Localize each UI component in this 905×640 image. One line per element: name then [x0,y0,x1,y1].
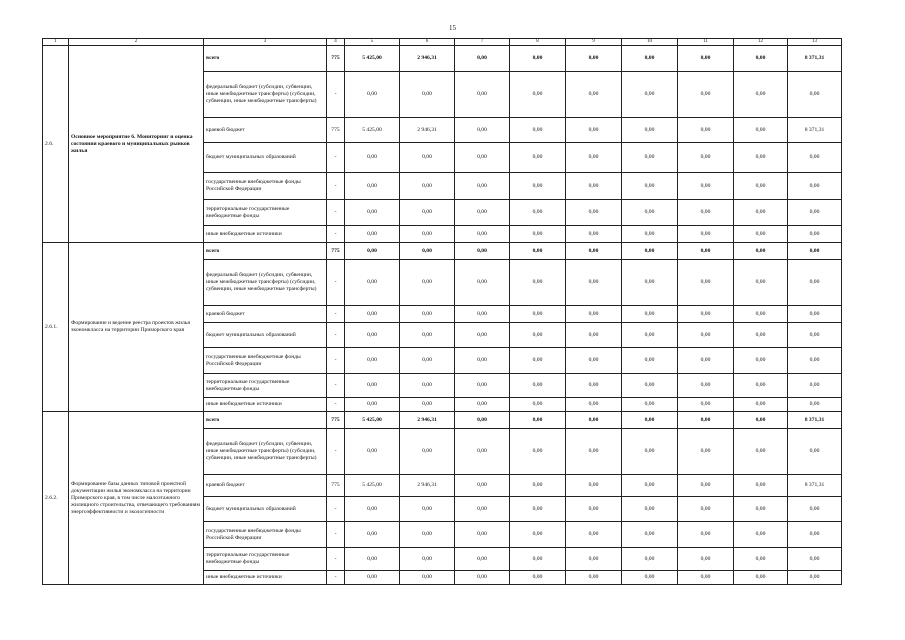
amount-cell: 0,00 [510,475,566,497]
budget-code: - [327,429,345,475]
budget-code: - [327,374,345,398]
column-number: 3 [204,39,327,46]
amount-cell: 0,00 [566,118,622,143]
amount-cell: 0,00 [345,226,400,243]
amount-cell: 2 946,31 [400,118,455,143]
budget-code: - [327,323,345,348]
funding-source: федеральный бюджет (субсидии, субвенции, иные межбюджетные трансферты) (субсидии, субвенции, иные межбюджетные трансферты) [204,429,327,475]
amount-cell: 0,00 [566,200,622,226]
amount-cell: 0,00 [734,46,788,72]
amount-cell: 0,00 [788,200,842,226]
column-number: 9 [566,39,622,46]
amount-cell: 0,00 [455,118,510,143]
budget-code: - [327,173,345,200]
amount-cell: 0,00 [455,412,510,429]
amount-cell: 0,00 [622,260,678,306]
amount-cell: 0,00 [678,306,734,323]
amount-cell: 0,00 [678,72,734,118]
amount-cell: 0,00 [622,143,678,173]
amount-cell: 0,00 [678,143,734,173]
amount-cell: 0,00 [566,173,622,200]
amount-cell: 0,00 [622,226,678,243]
budget-code: - [327,348,345,374]
amount-cell: 0,00 [566,348,622,374]
amount-cell: 0,00 [455,475,510,497]
funding-source: территориальные государственные внебюджетные фонды [204,548,327,571]
amount-cell: 0,00 [678,429,734,475]
amount-cell: 0,00 [566,323,622,348]
amount-cell: 0,00 [400,548,455,571]
amount-cell: 0,00 [455,72,510,118]
amount-cell: 0,00 [678,323,734,348]
amount-cell: 0,00 [566,522,622,548]
funding-source: краевой бюджет [204,475,327,497]
amount-cell: 0,00 [510,173,566,200]
amount-cell: 0,00 [400,571,455,585]
amount-cell: 0,00 [678,200,734,226]
amount-cell: 0,00 [622,348,678,374]
amount-cell: 0,00 [734,260,788,306]
amount-cell: 0,00 [566,429,622,475]
column-number: 7 [455,39,510,46]
amount-cell: 0,00 [566,306,622,323]
measure-name: Формирование и ведение реестра проектов жилья экономкласса на территории Приморского края [69,243,204,412]
amount-cell: 8 371,31 [788,46,842,72]
amount-cell: 0,00 [510,118,566,143]
amount-cell: 0,00 [510,72,566,118]
amount-cell: 0,00 [566,260,622,306]
amount-cell: 0,00 [622,46,678,72]
amount-cell: 0,00 [678,118,734,143]
amount-cell: 0,00 [788,522,842,548]
amount-cell: 0,00 [788,548,842,571]
amount-cell: 0,00 [345,571,400,585]
amount-cell: 0,00 [510,429,566,475]
amount-cell: 0,00 [455,429,510,475]
budget-code: - [327,548,345,571]
funding-source: иные внебюджетные источники [204,571,327,585]
amount-cell: 0,00 [510,398,566,412]
amount-cell: 0,00 [510,260,566,306]
amount-cell: 0,00 [566,571,622,585]
measure-name: Основное мероприятие 6. Мониторинг и оценка состояния краевого и муниципальных рынков жилья [69,46,204,243]
amount-cell: 0,00 [455,143,510,173]
amount-cell: 0,00 [622,548,678,571]
funding-source: государственные внебюджетные фонды Российской Федерации [204,522,327,548]
amount-cell: 2 946,31 [400,475,455,497]
budget-code: - [327,398,345,412]
amount-cell: 0,00 [734,398,788,412]
item-number: 2.6. [43,46,69,243]
amount-cell: 0,00 [400,200,455,226]
amount-cell: 0,00 [566,548,622,571]
amount-cell: 0,00 [345,260,400,306]
amount-cell: 0,00 [734,118,788,143]
funding-source: территориальные государственные внебюджетные фонды [204,374,327,398]
amount-cell: 0,00 [788,374,842,398]
amount-cell: 0,00 [455,374,510,398]
amount-cell: 0,00 [734,72,788,118]
amount-cell: 0,00 [788,348,842,374]
amount-cell: 0,00 [566,46,622,72]
amount-cell: 0,00 [566,374,622,398]
amount-cell: 0,00 [622,323,678,348]
funding-source: всего [204,412,327,429]
amount-cell: 5 425,00 [345,118,400,143]
amount-cell: 0,00 [400,398,455,412]
budget-code: 775 [327,46,345,72]
funding-source: бюджет муниципальных образований [204,143,327,173]
amount-cell: 0,00 [345,398,400,412]
amount-cell: 0,00 [678,522,734,548]
amount-cell: 0,00 [678,571,734,585]
amount-cell: 8 371,31 [788,412,842,429]
column-number: 2 [69,39,204,46]
amount-cell: 0,00 [510,323,566,348]
amount-cell: 0,00 [734,429,788,475]
amount-cell: 0,00 [510,143,566,173]
amount-cell: 2 946,31 [400,46,455,72]
amount-cell: 0,00 [400,72,455,118]
amount-cell: 0,00 [678,173,734,200]
amount-cell: 0,00 [345,323,400,348]
amount-cell: 5 425,00 [345,475,400,497]
amount-cell: 0,00 [788,260,842,306]
amount-cell: 5 425,00 [345,46,400,72]
budget-code: - [327,522,345,548]
amount-cell: 0,00 [566,226,622,243]
budget-code: 775 [327,475,345,497]
amount-cell: 0,00 [734,348,788,374]
amount-cell: 0,00 [788,226,842,243]
amount-cell: 0,00 [455,200,510,226]
amount-cell: 0,00 [455,398,510,412]
amount-cell: 0,00 [622,374,678,398]
budget-code: - [327,571,345,585]
amount-cell: 0,00 [345,548,400,571]
amount-cell: 0,00 [455,306,510,323]
amount-cell: 0,00 [455,548,510,571]
amount-cell: 0,00 [345,306,400,323]
amount-cell: 0,00 [345,348,400,374]
table-row [43,243,842,260]
amount-cell: 0,00 [788,143,842,173]
amount-cell: 0,00 [622,398,678,412]
amount-cell: 0,00 [788,243,842,260]
amount-cell: 0,00 [788,323,842,348]
amount-cell: 0,00 [455,243,510,260]
amount-cell: 0,00 [510,226,566,243]
funding-source: территориальные государственные внебюджетные фонды [204,200,327,226]
measure-name: Формирование базы данных типовой проектной документации жилья экономкласса на территории Приморского края, в том числе малоэтажного жилищного строительства, отвечающего требованиям энергоэффективности и экологичности [69,412,204,585]
amount-cell: 0,00 [400,306,455,323]
amount-cell: 0,00 [510,243,566,260]
column-number: 4 [327,39,345,46]
amount-cell: 0,00 [678,348,734,374]
amount-cell: 0,00 [622,306,678,323]
amount-cell: 0,00 [788,571,842,585]
amount-cell: 0,00 [734,571,788,585]
amount-cell: 0,00 [734,475,788,497]
amount-cell: 0,00 [510,571,566,585]
amount-cell: 0,00 [678,475,734,497]
amount-cell: 0,00 [678,412,734,429]
amount-cell: 0,00 [622,429,678,475]
column-number: 12 [734,39,788,46]
budget-code: - [327,72,345,118]
amount-cell: 0,00 [566,243,622,260]
amount-cell: 0,00 [510,200,566,226]
amount-cell: 0,00 [400,173,455,200]
amount-cell: 0,00 [622,72,678,118]
amount-cell: 0,00 [455,173,510,200]
amount-cell: 0,00 [400,260,455,306]
amount-cell: 0,00 [510,412,566,429]
amount-cell: 0,00 [510,348,566,374]
amount-cell: 0,00 [345,374,400,398]
funding-source: бюджет муниципальных образований [204,497,327,522]
amount-cell: 0,00 [734,374,788,398]
amount-cell: 0,00 [622,173,678,200]
amount-cell: 0,00 [510,306,566,323]
amount-cell: 0,00 [566,72,622,118]
amount-cell: 0,00 [566,398,622,412]
amount-cell: 0,00 [400,323,455,348]
amount-cell: 0,00 [566,412,622,429]
column-number: 8 [510,39,566,46]
column-number: 6 [400,39,455,46]
amount-cell: 0,00 [400,348,455,374]
amount-cell: 0,00 [455,497,510,522]
budget-code: 775 [327,118,345,143]
funding-source: всего [204,46,327,72]
budget-code: - [327,306,345,323]
budget-code: - [327,200,345,226]
funding-source: иные внебюджетные источники [204,398,327,412]
amount-cell: 2 946,31 [400,412,455,429]
amount-cell: 0,00 [566,475,622,497]
amount-cell: 8 371,31 [788,118,842,143]
budget-code: 775 [327,412,345,429]
amount-cell: 0,00 [455,260,510,306]
amount-cell: 0,00 [510,497,566,522]
amount-cell: 0,00 [400,226,455,243]
amount-cell: 0,00 [622,118,678,143]
amount-cell: 0,00 [678,497,734,522]
amount-cell: 0,00 [622,243,678,260]
amount-cell: 0,00 [400,497,455,522]
amount-cell: 0,00 [734,323,788,348]
amount-cell: 0,00 [734,412,788,429]
table-row [43,46,842,72]
amount-cell: 0,00 [734,200,788,226]
amount-cell: 0,00 [734,143,788,173]
budget-code: - [327,497,345,522]
amount-cell: 0,00 [400,522,455,548]
funding-source: бюджет муниципальных образований [204,323,327,348]
amount-cell: 0,00 [734,243,788,260]
funding-source: государственные внебюджетные фонды Российской Федерации [204,348,327,374]
amount-cell: 0,00 [400,243,455,260]
column-number-row [43,39,842,46]
amount-cell: 0,00 [678,243,734,260]
budget-code: 775 [327,243,345,260]
amount-cell: 0,00 [510,548,566,571]
amount-cell: 0,00 [455,46,510,72]
amount-cell: 0,00 [622,412,678,429]
amount-cell: 0,00 [622,200,678,226]
table-body [43,39,842,585]
amount-cell: 0,00 [566,497,622,522]
amount-cell: 0,00 [400,374,455,398]
funding-source: краевой бюджет [204,306,327,323]
amount-cell: 0,00 [455,522,510,548]
amount-cell: 0,00 [622,475,678,497]
amount-cell: 0,00 [510,374,566,398]
amount-cell: 0,00 [678,226,734,243]
amount-cell: 0,00 [455,571,510,585]
amount-cell: 0,00 [788,306,842,323]
amount-cell: 0,00 [788,72,842,118]
amount-cell: 0,00 [678,260,734,306]
table-row [43,412,842,429]
amount-cell: 0,00 [345,200,400,226]
amount-cell: 0,00 [788,173,842,200]
amount-cell: 0,00 [734,497,788,522]
page-number: 15 [449,24,456,32]
column-number: 5 [345,39,400,46]
amount-cell: 0,00 [455,323,510,348]
amount-cell: 0,00 [788,429,842,475]
budget-code: - [327,260,345,306]
amount-cell: 0,00 [788,398,842,412]
funding-source: федеральный бюджет (субсидии, субвенции, иные межбюджетные трансферты) (субсидии, субвенции, иные межбюджетные трансферты) [204,72,327,118]
column-number: 13 [788,39,842,46]
funding-source: государственные внебюджетные фонды Российской Федерации [204,173,327,200]
amount-cell: 0,00 [345,72,400,118]
budget-table [42,38,842,585]
funding-source: иные внебюджетные источники [204,226,327,243]
amount-cell: 0,00 [678,46,734,72]
amount-cell: 0,00 [345,173,400,200]
budget-code: - [327,143,345,173]
amount-cell: 0,00 [734,522,788,548]
amount-cell: 0,00 [345,143,400,173]
amount-cell: 0,00 [345,522,400,548]
amount-cell: 0,00 [345,429,400,475]
amount-cell: 0,00 [400,429,455,475]
amount-cell: 0,00 [510,46,566,72]
column-number: 1 [43,39,69,46]
column-number: 10 [622,39,678,46]
amount-cell: 0,00 [734,173,788,200]
amount-cell: 0,00 [345,243,400,260]
funding-source: федеральный бюджет (субсидии, субвенции, иные межбюджетные трансферты) (субсидии, субвенции, иные межбюджетные трансферты) [204,260,327,306]
amount-cell: 5 425,00 [345,412,400,429]
item-number: 2.6.1. [43,243,69,412]
funding-source: всего [204,243,327,260]
amount-cell: 0,00 [622,571,678,585]
amount-cell: 8 371,31 [788,475,842,497]
amount-cell: 0,00 [734,306,788,323]
amount-cell: 0,00 [734,226,788,243]
funding-source: краевой бюджет [204,118,327,143]
amount-cell: 0,00 [566,143,622,173]
budget-code: - [327,226,345,243]
amount-cell: 0,00 [345,497,400,522]
amount-cell: 0,00 [734,548,788,571]
amount-cell: 0,00 [622,522,678,548]
column-number: 11 [678,39,734,46]
amount-cell: 0,00 [510,522,566,548]
amount-cell: 0,00 [788,497,842,522]
amount-cell: 0,00 [678,374,734,398]
amount-cell: 0,00 [622,497,678,522]
item-number: 2.6.2. [43,412,69,585]
amount-cell: 0,00 [455,348,510,374]
amount-cell: 0,00 [400,143,455,173]
amount-cell: 0,00 [678,398,734,412]
amount-cell: 0,00 [455,226,510,243]
amount-cell: 0,00 [678,548,734,571]
